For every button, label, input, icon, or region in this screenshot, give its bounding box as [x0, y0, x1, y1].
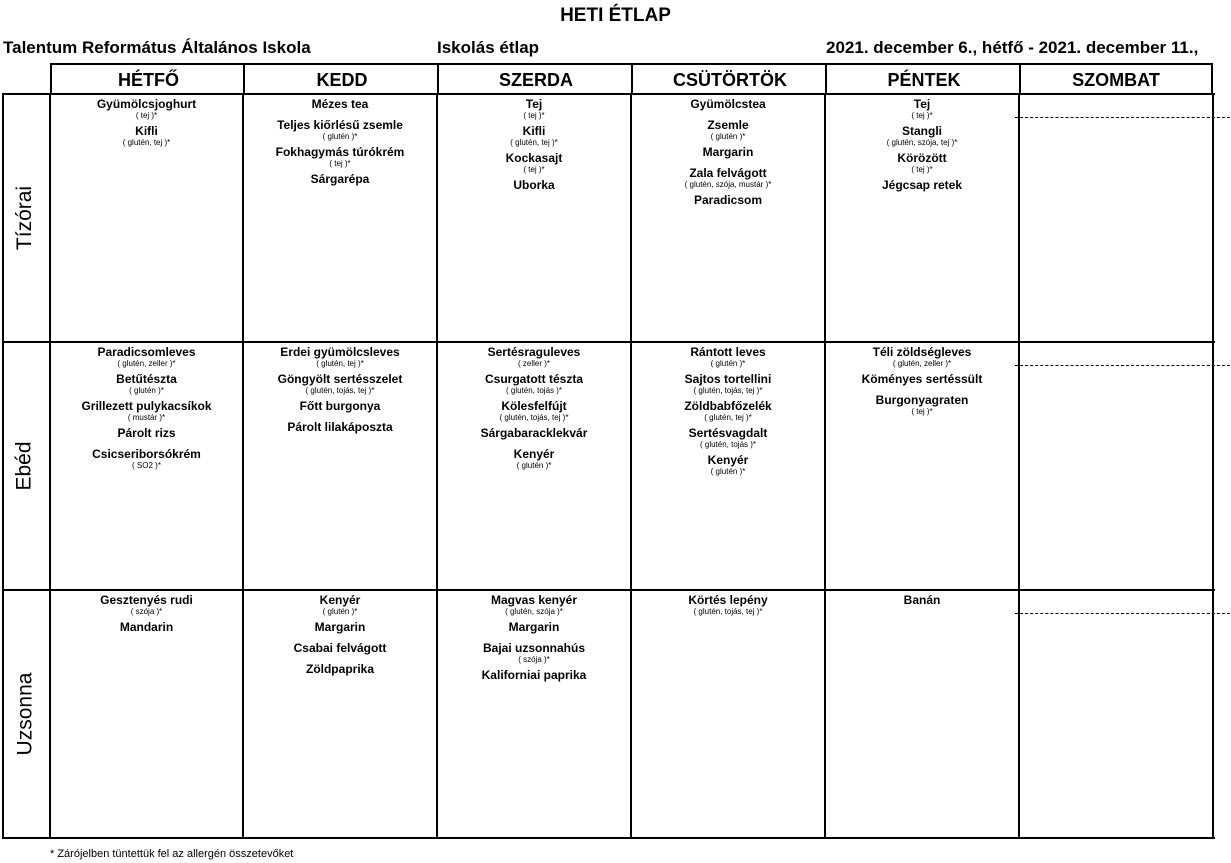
menu-item: [437, 179, 631, 192]
menu-item: [50, 373, 243, 395]
menu-item-allergens: ( tej )*: [911, 407, 933, 416]
menu-cell-lunch-tuesday: [243, 342, 437, 590]
day-header-saturday: SZOMBAT: [1019, 63, 1213, 94]
menu-item: [437, 346, 631, 368]
menu-item-allergens: ( glutén, tej )*: [510, 138, 558, 147]
menu-item-name: Rántott leves: [690, 345, 766, 359]
row-label-lunch: [0, 342, 50, 590]
row-label-afternoon-snack: [0, 590, 50, 838]
day-header-monday: HÉTFŐ: [50, 63, 245, 94]
menu-item: [50, 98, 243, 120]
menu-cell-snack-monday: [50, 94, 243, 342]
menu-item-allergens: ( szója )*: [518, 655, 550, 664]
menu-item-name: Bajai uzsonnahús: [482, 641, 586, 655]
menu-cell-lunch-monday: [50, 342, 243, 590]
menu-item-allergens: ( glutén )*: [129, 386, 164, 395]
menu-item-name: Gesztenyés rudi: [100, 593, 193, 607]
menu-item-allergens: ( szója )*: [130, 607, 163, 616]
menu-item-allergens: ( tej )*: [911, 111, 933, 120]
menu-item: [825, 373, 1019, 386]
menu-item-name: Kifli: [522, 124, 546, 138]
menu-item-allergens: ( tej )*: [911, 165, 933, 174]
menu-item: [50, 448, 243, 470]
menu-item-allergens: ( glutén, szója, tej )*: [886, 138, 958, 147]
menu-item-allergens: ( glutén )*: [710, 467, 746, 476]
menu-item-allergens: ( glutén )*: [710, 359, 746, 368]
menu-item: [825, 125, 1019, 147]
menu-cell-afternoon-snack-wednesday: [437, 590, 631, 838]
menu-item-allergens: ( tej )*: [523, 165, 545, 174]
page-title: HETI ÉTLAP: [560, 5, 671, 26]
menu-item-name: Gyümölcsjoghurt: [96, 97, 197, 111]
menu-cell-snack-friday: [825, 94, 1019, 342]
menu-item-name: Gyümölcstea: [690, 97, 766, 111]
menu-item: [631, 400, 825, 422]
menu-item: [437, 152, 631, 174]
menu-item-name: Zala felvágott: [689, 166, 767, 180]
menu-item-name: Magvas kenyér: [490, 593, 578, 607]
menu-item: [437, 98, 631, 120]
menu-cell-lunch-wednesday: [437, 342, 631, 590]
menu-cell-snack-saturday: [1019, 94, 1213, 342]
menu-item: [243, 400, 437, 413]
menu-item: [825, 179, 1019, 192]
dashed-separator: [1015, 365, 1230, 366]
menu-item-allergens: ( glutén, tej )*: [316, 359, 364, 368]
menu-item-name: Sertésraguleves: [487, 345, 581, 359]
menu-item: [437, 427, 631, 440]
menu-item: [50, 400, 243, 422]
menu-item: [825, 152, 1019, 174]
menu-item: [631, 194, 825, 207]
menu-item-name: Párolt rizs: [117, 426, 176, 440]
menu-item: [631, 98, 825, 111]
menu-item-name: Banán: [903, 593, 941, 607]
menu-item-allergens: ( glutén, tojás, tej )*: [499, 413, 569, 422]
menu-cell-afternoon-snack-monday: [50, 590, 243, 838]
menu-item-allergens: ( glutén )*: [710, 132, 746, 141]
menu-item: [437, 594, 631, 616]
menu-item: [50, 427, 243, 440]
menu-item: [437, 642, 631, 664]
menu-item-allergens: ( glutén, tej )*: [704, 413, 752, 422]
menu-item: [631, 373, 825, 395]
menu-item: [631, 346, 825, 368]
menu-item: [243, 642, 437, 655]
menu-item: [631, 146, 825, 159]
menu-item-name: Sertésvagdalt: [688, 426, 768, 440]
menu-item: [50, 125, 243, 147]
menu-cell-afternoon-snack-friday: [825, 590, 1019, 838]
menu-cell-afternoon-snack-tuesday: [243, 590, 437, 838]
menu-item-name: Tej: [525, 97, 543, 111]
menu-item-allergens: ( glutén )*: [516, 461, 552, 470]
menu-item: [437, 621, 631, 634]
menu-item-allergens: ( glutén, tojás, tej )*: [305, 386, 375, 395]
day-header-wednesday: SZERDA: [437, 63, 633, 94]
menu-type: Iskolás étlap: [437, 38, 540, 57]
menu-item-name: Göngyölt sertésszelet: [277, 372, 403, 386]
menu-cell-lunch-saturday: [1019, 342, 1213, 590]
menu-item-allergens: ( zeller )*: [517, 359, 550, 368]
menu-item: [631, 454, 825, 476]
menu-item-name: Kölesfelfújt: [501, 399, 567, 413]
menu-item-name: Stangli: [901, 124, 942, 138]
menu-cell-snack-tuesday: [243, 94, 437, 342]
menu-item-name: Köményes sertéssült: [861, 372, 983, 386]
menu-item-allergens: ( glutén, tojás, tej )*: [693, 607, 763, 616]
menu-item-name: Zöldbabfőzelék: [684, 399, 772, 413]
menu-item-name: Sárgabaracklekvár: [480, 426, 588, 440]
menu-cell-afternoon-snack-saturday: [1019, 590, 1213, 838]
menu-item-name: Sárgarépa: [310, 172, 370, 186]
menu-item: [243, 421, 437, 434]
menu-item-name: Körtés lepény: [688, 593, 768, 607]
menu-item-name: Erdei gyümölcsleves: [280, 345, 400, 359]
menu-item-allergens: ( tej )*: [135, 111, 158, 120]
menu-item: [243, 621, 437, 634]
menu-item-allergens: ( SO2 )*: [132, 461, 161, 470]
menu-item: [243, 173, 437, 186]
menu-item-name: Fokhagymás túrókrém: [275, 145, 405, 159]
row-label-text: Ebéd: [12, 441, 36, 491]
menu-item-allergens: ( tej )*: [329, 159, 351, 168]
menu-item: [243, 594, 437, 616]
menu-item-allergens: ( glutén, szója )*: [505, 607, 563, 616]
menu-item: [825, 98, 1019, 120]
menu-item-name: Mandarin: [119, 620, 174, 634]
menu-item: [631, 594, 825, 616]
menu-item-allergens: ( glutén )*: [322, 132, 358, 141]
menu-item: [50, 346, 243, 368]
menu-item-allergens: ( glutén, tojás )*: [505, 386, 563, 395]
menu-item-allergens: ( glutén )*: [322, 607, 358, 616]
allergen-footnote: * Zárójelben tüntettük fel az allergén összetevőket: [50, 848, 294, 860]
menu-item-name: Kenyér: [707, 453, 749, 467]
menu-item-name: Kifli: [135, 124, 158, 138]
menu-item-name: Tej: [913, 97, 931, 111]
menu-item: [437, 373, 631, 395]
menu-item-allergens: ( mustár )*: [127, 413, 166, 422]
menu-item: [437, 669, 631, 682]
menu-item-allergens: ( glutén, zeller )*: [892, 359, 952, 368]
menu-cell-snack-wednesday: [437, 94, 631, 342]
menu-item-name: Sajtos tortellini: [684, 372, 772, 386]
menu-item: [50, 621, 243, 634]
menu-item: [825, 394, 1019, 416]
menu-item-name: Kaliforniai paprika: [481, 668, 587, 682]
day-header-thursday: CSÜTÖRTÖK: [631, 63, 827, 94]
menu-item-name: Zsemle: [707, 118, 749, 132]
menu-item: [825, 346, 1019, 368]
date-range: 2021. december 6., hétfő - 2021. december 11.,: [826, 38, 1199, 57]
dashed-separator: [1015, 117, 1230, 118]
menu-item: [50, 594, 243, 616]
menu-item: [631, 167, 825, 189]
menu-item: [437, 125, 631, 147]
menu-item-name: Téli zöldségleves: [872, 345, 972, 359]
menu-item-name: Margarin: [314, 620, 366, 634]
menu-item-name: Kenyér: [513, 447, 555, 461]
menu-item-name: Főtt burgonya: [299, 399, 381, 413]
menu-item-name: Teljes kiőrlésű zsemle: [277, 118, 403, 132]
row-label-text: Tízórai: [13, 185, 36, 251]
menu-item-name: Uborka: [513, 178, 555, 192]
menu-item-allergens: ( glutén, tej )*: [122, 138, 171, 147]
menu-item-name: Kockasajt: [505, 151, 563, 165]
menu-item: [243, 146, 437, 168]
menu-item: [243, 119, 437, 141]
menu-item: [437, 400, 631, 422]
menu-item: [243, 373, 437, 395]
menu-item-name: Paradicsom: [693, 193, 763, 207]
menu-item: [243, 98, 437, 111]
menu-item-name: Körözött: [897, 151, 947, 165]
menu-item-allergens: ( glutén, tojás, tej )*: [693, 386, 763, 395]
menu-item-name: Burgonyagraten: [875, 393, 969, 407]
menu-item-allergens: ( tej )*: [523, 111, 545, 120]
menu-item: [243, 663, 437, 676]
menu-item-name: Kenyér: [319, 593, 361, 607]
menu-item: [437, 448, 631, 470]
row-label-snack: [0, 94, 50, 342]
menu-item-name: Csabai felvágott: [293, 641, 387, 655]
row-label-text: Uzsonna: [13, 672, 37, 756]
menu-item-name: Mézes tea: [311, 97, 369, 111]
menu-item: [243, 346, 437, 368]
menu-item-name: Margarin: [702, 145, 754, 159]
menu-item-name: Margarin: [508, 620, 560, 634]
menu-item-name: Csurgatott tészta: [484, 372, 583, 386]
menu-item-allergens: ( glutén, tojás )*: [699, 440, 757, 449]
menu-item-name: Betűtészta: [116, 372, 177, 386]
menu-item-name: Csicseriborsókrém: [92, 447, 201, 461]
school-name: Talentum Református Általános Iskola: [3, 38, 311, 57]
menu-item: [825, 594, 1019, 607]
menu-item-name: Jégcsap retek: [881, 178, 963, 192]
day-header-tuesday: KEDD: [243, 63, 439, 94]
menu-item-allergens: ( glutén, szója, mustár )*: [684, 180, 772, 189]
menu-cell-lunch-thursday: [631, 342, 825, 590]
menu-item: [631, 427, 825, 449]
menu-item-name: Zöldpaprika: [305, 662, 374, 676]
menu-item: [631, 119, 825, 141]
menu-item-allergens: ( glutén, zeller )*: [117, 359, 176, 368]
menu-item-name: Paradicsomleves: [97, 345, 196, 359]
dashed-separator: [1015, 613, 1230, 614]
menu-cell-snack-thursday: [631, 94, 825, 342]
menu-cell-afternoon-snack-thursday: [631, 590, 825, 838]
menu-cell-lunch-friday: [825, 342, 1019, 590]
menu-item-name: Grillezett pulykacsíkok: [81, 399, 212, 413]
menu-item-name: Párolt lilakáposzta: [287, 420, 393, 434]
day-header-friday: PÉNTEK: [825, 63, 1021, 94]
